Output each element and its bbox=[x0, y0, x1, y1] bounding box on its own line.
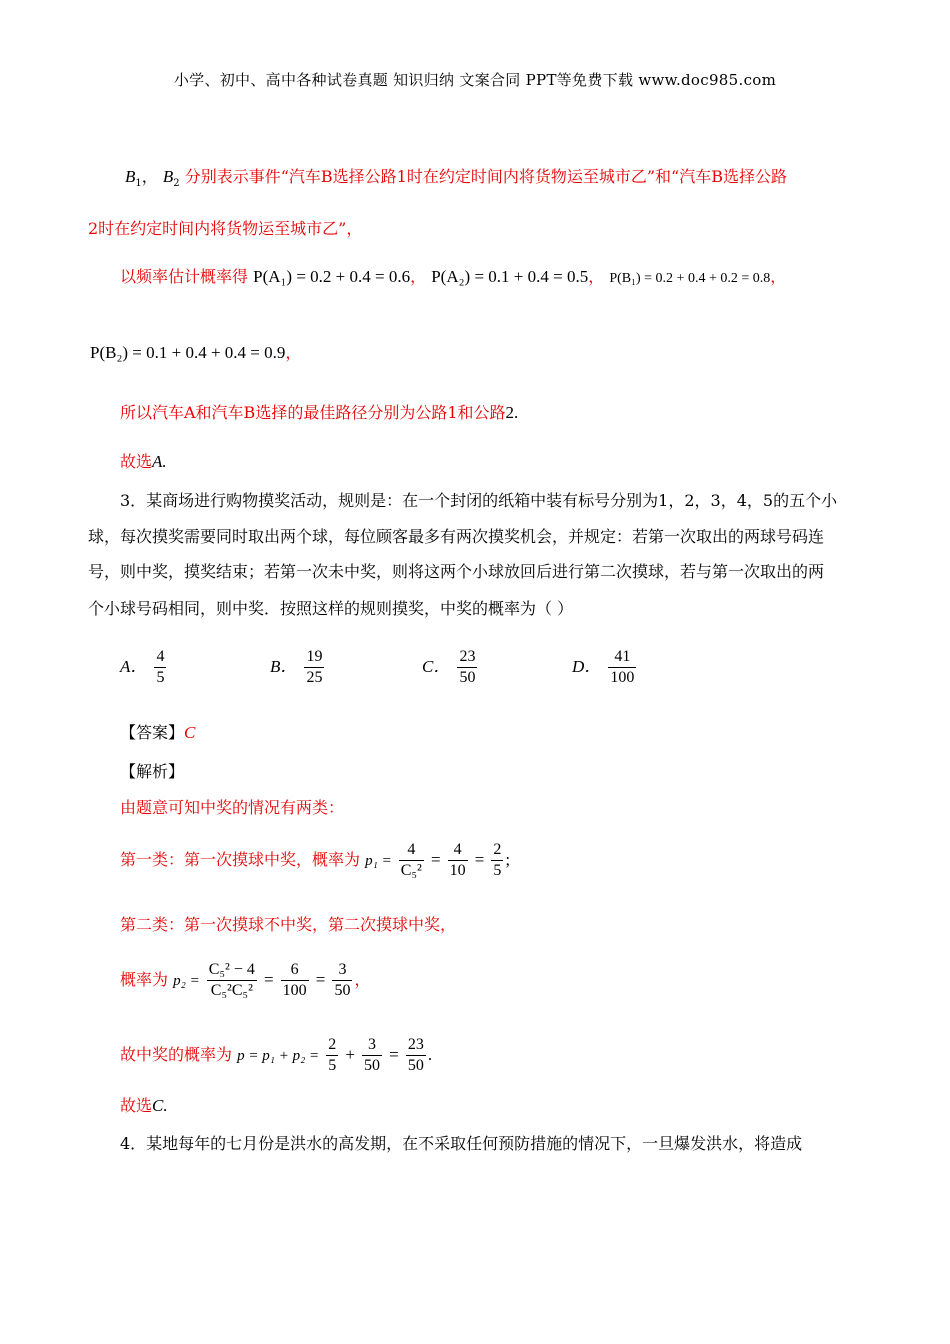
choice-value: C. bbox=[152, 1096, 168, 1115]
q3-line-1: 3．某商场进行购物摸奖活动，规则是：在一个封闭的纸箱中装有标号分别为1，2，3，4，5的五个小 bbox=[120, 491, 838, 510]
option-fraction bbox=[608, 647, 636, 688]
plus: + bbox=[345, 1045, 355, 1064]
denominator: C₅² bbox=[400, 862, 422, 879]
choice-lead: 故选 bbox=[120, 1096, 153, 1115]
second-case-lead: 概率为 bbox=[120, 970, 169, 989]
denominator: C₅²C₅² bbox=[210, 982, 253, 999]
option-label: D． bbox=[572, 657, 602, 676]
option-fraction bbox=[154, 647, 166, 688]
option-fraction bbox=[304, 647, 324, 688]
denominator: 100 bbox=[610, 669, 635, 686]
fraction bbox=[207, 960, 257, 1001]
denominator: 50 bbox=[364, 1057, 381, 1074]
option-label: A． bbox=[120, 657, 148, 676]
page-header: 小学、初中、高中各种试卷真题 知识归纳 文案合同 PPT等免费下载 www.doc985.com bbox=[173, 71, 777, 89]
analysis-line-5 bbox=[120, 1035, 432, 1076]
comma: ， bbox=[285, 343, 302, 362]
numerator: 23 bbox=[406, 1035, 426, 1056]
numerator: 3 bbox=[332, 960, 352, 981]
numerator: 4 bbox=[154, 647, 166, 668]
numerator: 4 bbox=[448, 840, 468, 861]
numerator: 4 bbox=[399, 840, 424, 861]
option-fraction bbox=[457, 647, 477, 688]
option-b[interactable] bbox=[270, 647, 326, 688]
analysis-line-2 bbox=[120, 840, 510, 881]
estimate-lead: 以频率估计概率得 bbox=[120, 267, 249, 286]
solution-line-1 bbox=[125, 166, 787, 195]
numerator: 19 bbox=[304, 647, 324, 668]
analysis-line-4 bbox=[120, 960, 370, 1001]
comma: ， bbox=[354, 970, 371, 989]
total-prob-lead: 故中奖的概率为 bbox=[120, 1045, 233, 1064]
equals: = bbox=[430, 850, 441, 869]
equals: = bbox=[315, 970, 326, 989]
option-a[interactable] bbox=[120, 647, 168, 688]
b2-subscript: 2 bbox=[173, 178, 180, 190]
pa2-equation: P(A₂) = 0.1 + 0.4 = 0.5 bbox=[431, 267, 589, 286]
best-route-text: 所以汽车A和汽车B选择的最佳路径分别为公路1和公路 bbox=[120, 403, 506, 422]
solution-line-4 bbox=[90, 342, 301, 364]
fraction bbox=[362, 1035, 382, 1076]
numerator: 23 bbox=[457, 647, 477, 668]
option-label: C． bbox=[422, 657, 451, 676]
analysis-line-1: 由题意可知中奖的情况有两类： bbox=[120, 798, 345, 817]
denominator: 25 bbox=[306, 669, 323, 686]
answer-label: 【答案】 bbox=[120, 723, 185, 742]
numerator: 3 bbox=[362, 1035, 382, 1056]
q3-line-2: 球，每次摸奖需要同时取出两个球，每位顾客最多有两次摸奖机会，并规定：若第一次取出的两球号码连 bbox=[88, 527, 825, 546]
comma: ， bbox=[588, 267, 605, 286]
comma: ， bbox=[770, 267, 787, 286]
b1-subscript: 1 bbox=[135, 178, 142, 190]
solution-line-3 bbox=[120, 266, 786, 290]
equals: = bbox=[263, 970, 274, 989]
p1-symbol: p₁ = bbox=[365, 853, 392, 869]
fraction bbox=[332, 960, 352, 1001]
p2-symbol: p₂ = bbox=[173, 973, 200, 989]
total-prob-symbol: p = p₁ + p₂ = bbox=[237, 1048, 320, 1064]
solution-choice bbox=[120, 451, 167, 473]
pb1-equation: P(B₁) = 0.2 + 0.4 + 0.2 = 0.8 bbox=[609, 271, 771, 286]
fraction bbox=[399, 840, 424, 881]
q4-line-1: 4．某地每年的七月份是洪水的高发期，在不采取任何预防措施的情况下，一旦爆发洪水，将造成 bbox=[120, 1134, 803, 1153]
pa1-equation: P(A₁) = 0.2 + 0.4 = 0.6 bbox=[253, 267, 411, 286]
pb2-equation: P(B₂) = 0.1 + 0.4 + 0.4 = 0.9 bbox=[90, 343, 286, 362]
separator: ， bbox=[141, 167, 158, 186]
numerator: 6 bbox=[281, 960, 309, 981]
choice-value: A. bbox=[152, 452, 167, 471]
denominator: 50 bbox=[407, 1057, 424, 1074]
semicolon: ; bbox=[505, 850, 511, 869]
choice-lead: 故选 bbox=[120, 452, 153, 471]
first-case-text: 第一类：第一次摸球中奖，概率为 bbox=[120, 850, 361, 869]
fraction bbox=[406, 1035, 426, 1076]
denominator: 50 bbox=[459, 669, 476, 686]
numerator: 41 bbox=[608, 647, 636, 668]
analysis-label: 【解析】 bbox=[120, 762, 185, 781]
option-c[interactable] bbox=[422, 647, 479, 688]
denominator: 5 bbox=[156, 669, 165, 686]
q3-line-3: 号，则中奖，摸奖结束；若第一次未中奖，则将这两个小球放回后进行第二次摸球，若与第一次取出的两 bbox=[88, 562, 825, 581]
event-definition: 分别表示事件“汽车B选择公路1时在约定时间内将货物运至城市乙”和“汽车B选择公路 bbox=[184, 167, 787, 186]
solution-line-5 bbox=[120, 402, 518, 424]
period: . bbox=[427, 1045, 433, 1064]
q3-choice bbox=[120, 1095, 168, 1117]
denominator: 5 bbox=[493, 862, 502, 879]
answer-value: C bbox=[184, 723, 196, 742]
solution-line-2: 2时在约定时间内将货物运至城市乙”， bbox=[88, 219, 363, 238]
numerator: C₅² − 4 bbox=[207, 960, 257, 981]
denominator: 10 bbox=[449, 862, 466, 879]
b1-symbol: B bbox=[125, 167, 136, 186]
b2-symbol: B bbox=[162, 167, 174, 186]
fraction bbox=[491, 840, 503, 881]
analysis-line-3: 第二类：第一次摸球不中奖，第二次摸球中奖， bbox=[120, 915, 457, 934]
option-label: B． bbox=[270, 657, 298, 676]
fraction bbox=[326, 1035, 338, 1076]
fraction bbox=[281, 960, 309, 1001]
numerator: 2 bbox=[326, 1035, 338, 1056]
comma: ， bbox=[410, 267, 427, 286]
denominator: 5 bbox=[328, 1057, 337, 1074]
option-d[interactable] bbox=[572, 647, 638, 688]
denominator: 100 bbox=[282, 982, 307, 999]
equals: = bbox=[474, 850, 485, 869]
denominator: 50 bbox=[334, 982, 351, 999]
q3-line-4: 个小球号码相同，则中奖．按照这样的规则摸奖，中奖的概率为（ ） bbox=[88, 599, 574, 618]
route-number: 2. bbox=[505, 403, 519, 422]
numerator: 2 bbox=[491, 840, 503, 861]
fraction bbox=[448, 840, 468, 881]
equals: = bbox=[389, 1045, 399, 1064]
answer-line bbox=[120, 722, 195, 744]
